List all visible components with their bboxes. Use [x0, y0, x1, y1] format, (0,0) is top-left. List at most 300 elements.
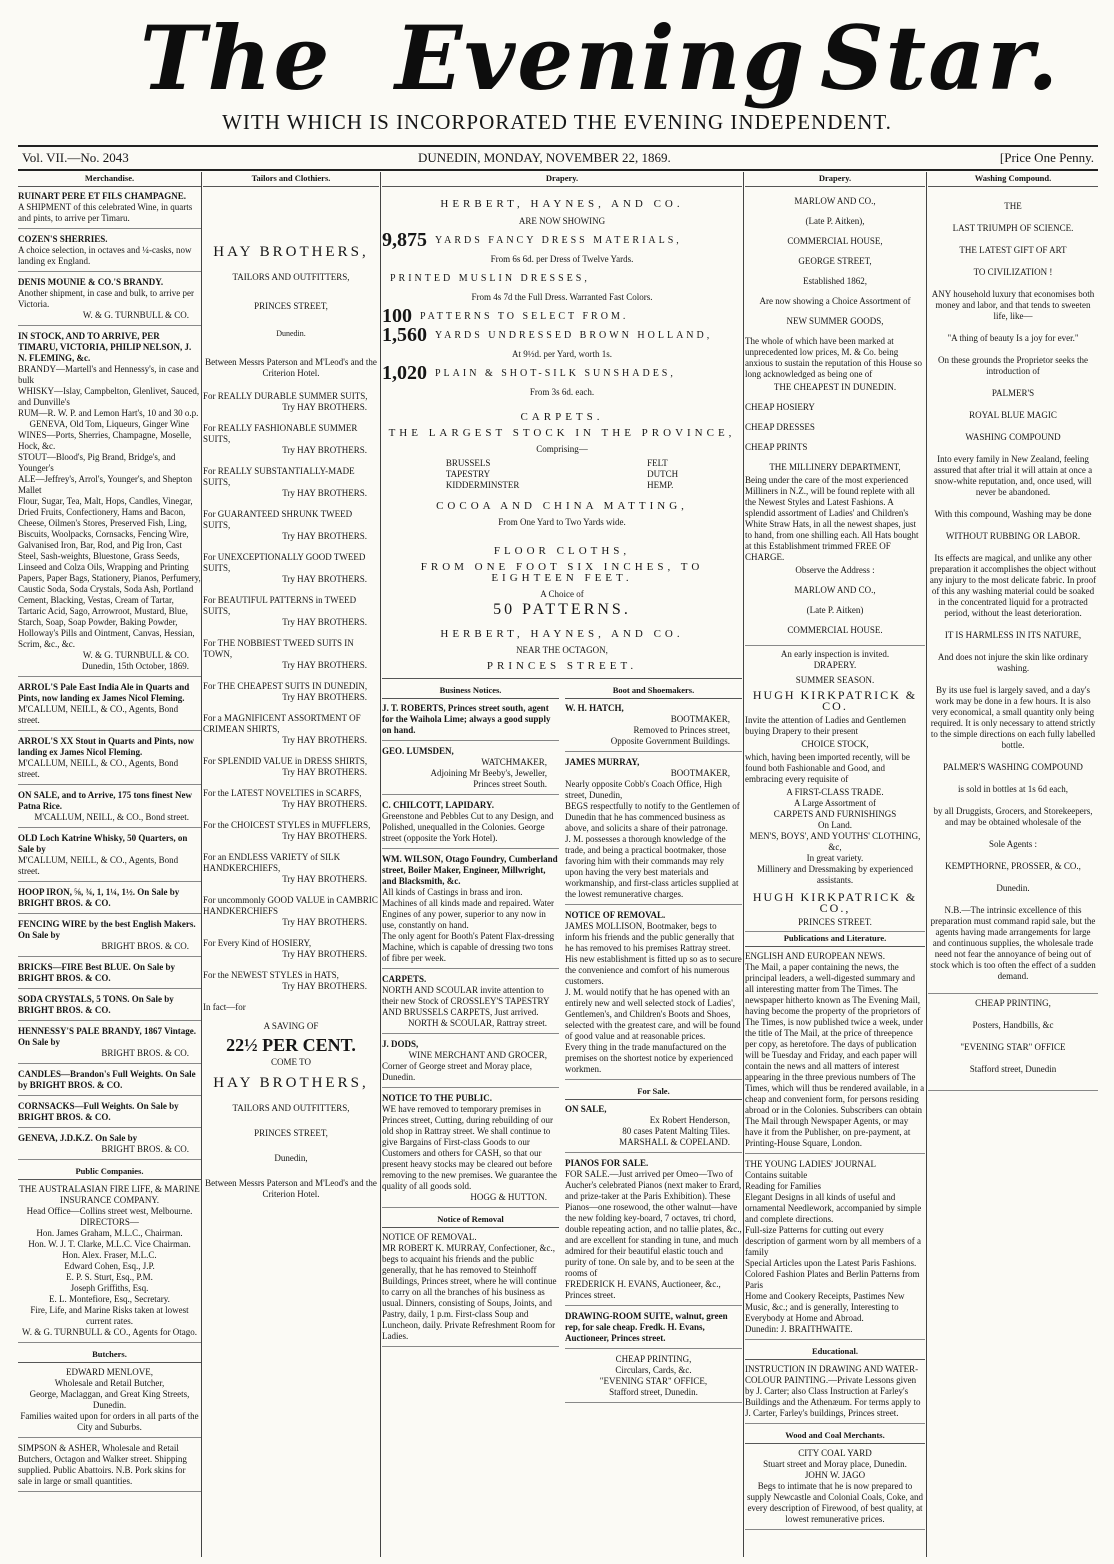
- removal-notice: [382, 1232, 559, 1347]
- merchandise-ad: [18, 790, 201, 828]
- company-line: THE AUSTRALASIAN FIRE LIFE, & MARINE INSURANCE COMPANY.: [19, 1184, 200, 1205]
- clothing-item: [203, 509, 379, 542]
- try-hay-brothers: Try HAY BROTHERS.: [282, 799, 367, 809]
- column-rule: [380, 172, 381, 1557]
- clothing-item: [203, 895, 379, 928]
- merchandise-ad-line: BRICKS—FIRE Best BLUE. On Sale by BRIGHT BROS. & CO.: [18, 962, 176, 983]
- marlow-address: [745, 585, 925, 636]
- cheap-printing-line: CHEAP PRINTING,: [975, 998, 1051, 1008]
- clothing-item-text: For a MAGNIFICENT ASSORTMENT OF CRIMEAN SHIRTS,: [203, 713, 361, 734]
- clothing-item-text: For REALLY FASHIONABLE SUMMER SUITS,: [203, 423, 358, 444]
- column-tailors: [203, 172, 379, 1557]
- clothing-item: [203, 423, 379, 456]
- drapery-line: DRAPERY.: [813, 660, 857, 670]
- butcher-line: SIMPSON & ASHER, Wholesale and Retail Butchers, Octagon and Walker street. Shipping supplied. Public Abattoirs. N.B. Pork skins for sale in large or small quantities.: [18, 1443, 187, 1486]
- tailors-line: TAILORS AND OUTFITTERS,: [232, 1103, 350, 1113]
- business-notice-line: NORTH AND SCOULAR invite attention to their new Stock of CROSSLEY'S TAPESTRY AND BRUSSELS CARPETS, Just arrived.: [382, 985, 550, 1017]
- try-hay-brothers: Try HAY BROTHERS.: [282, 660, 367, 670]
- merchandise-ad: [18, 191, 201, 229]
- business-notice: [382, 746, 559, 795]
- clothing-item-text: For the NEWEST STYLES in HATS,: [203, 970, 339, 980]
- boot-notice-line: BOOTMAKER,: [670, 714, 730, 724]
- merchandise-ad: [18, 919, 201, 957]
- cheapest-line: THE CHEAPEST IN DUNEDIN.: [773, 382, 897, 392]
- marlow-line: MARLOW AND CO.,: [794, 585, 876, 595]
- marlow-line: (Late P. Aitken): [806, 605, 864, 615]
- carpet-type: HEMP.: [647, 480, 674, 490]
- section-heading: Merchandise.: [18, 172, 201, 187]
- drawing-instruction-ad: INSTRUCTION IN DRAWING AND WATER-COLOUR PAINTING.—Private Lessons given by J. Carter; also Class Instruction at Farley's Buildings and the Athenæum. For terms apply to J. Carter, Farley's buildings, Princes street.: [745, 1364, 925, 1424]
- clothing-item: [203, 713, 379, 746]
- coal-line: JOHN W. JAGO: [804, 1470, 866, 1480]
- section-heading: Wood and Coal Merchants.: [745, 1429, 925, 1444]
- volume-number: Vol. VII.—No. 2043: [22, 150, 129, 165]
- clothing-item: [203, 788, 379, 810]
- clothing-item: [203, 595, 379, 628]
- cheap-lines: [745, 402, 925, 453]
- carpet-type: DUTCH: [647, 469, 679, 479]
- column-merchandise: [18, 172, 201, 1557]
- price: [Price One Penny.: [999, 150, 1094, 165]
- marlow-line: MARLOW AND CO.,: [794, 196, 876, 206]
- merchandise-ad-line: ARROL'S XX Stout in Quarts and Pints, now landing ex James Nicol Fleming.: [18, 736, 195, 757]
- merchandise-ad-line: ALE—Jeffrey's, Arrol's, Younger's, and Shepton Mallet: [18, 474, 193, 495]
- marlow-line: Established 1862,: [803, 276, 867, 286]
- merchandise-ad-line: ON SALE, and to Arrive, 175 tons finest New Patna Rice.: [18, 790, 193, 811]
- merchandise-ad-line: Flour, Sugar, Tea, Malt, Hops, Candles, Vinegar, Dried Fruits, Confectionery, Hams and Bacon, Cheese, Oilmen's Stores, Preserved Fish, Ling, Biscuits, Woolpacks, Cornsacks, Fencing Wire, Galvanised Iron, Bar, Rod, and Pig Iron, Cast Steel, Sash-weights, Bluestone, Grass Seeds, Linseed and Colza Oils, Wrapping and Printing Papers, Paper Bags, Stationery, Pianos, Perfumery, Caustic Soda, Soda Crystals, Soda Ash, Portland Cement, Blacking, Vestas, Cream of Tartar, Tartaric Acid, Sago, Arrowroot, Mustard, Blue, Starch, Soap, Soap Powder, Baking Powder, Holloway's Pills and Ointment, Canvas, Hessian, Scrim, &c., &c.: [18, 496, 201, 649]
- try-hay-brothers: Try HAY BROTHERS.: [282, 767, 367, 777]
- merchandise-ad-line: SODA CRYSTALS, 5 TONS. On Sale by BRIGHT BROS. & CO.: [18, 994, 174, 1015]
- patterns-line: 50 PATTERNS.: [493, 601, 631, 618]
- drapery-line-item: [382, 305, 742, 327]
- boot-notice-line: JAMES MOLLISON, Bootmaker, begs to inform his friends and the public generally that he has removed to his premises Rattray street. His new establishment is fitted up so as to secure the convenience and comfort of his numerous customers.: [565, 921, 742, 986]
- company-line: Hon. James Graham, M.L.C., Chairman.: [36, 1228, 183, 1238]
- washing-line: PALMER'S: [991, 388, 1035, 398]
- marlow-ad: [745, 196, 925, 327]
- location-line: Between Messrs Paterson and M'Leod's and the Criterion Hotel.: [205, 1178, 377, 1199]
- merchandise-ad: [18, 277, 201, 326]
- coal-line: Begs to intimate that he is now prepared to supply Newcastle and Colonial Coals, Coke, and every description of Firewood, of best quality, at lowest remunerative prices.: [747, 1481, 923, 1524]
- washing-line: IT IS HARMLESS IN ITS NATURE,: [944, 630, 1082, 640]
- drapery-lines: [382, 229, 742, 398]
- sale-notice: [565, 1104, 742, 1153]
- company-line: Head Office—Collins street west, Melbourne.: [26, 1206, 193, 1216]
- boot-notice-line: Removed to Princes street,: [633, 725, 730, 735]
- masthead: [0, 0, 1114, 145]
- merchandise-ad-line: WINES—Ports, Sherries, Champagne, Moselle, Hock, &c.: [18, 430, 192, 451]
- boot-notices: [565, 703, 742, 1080]
- butcher-line: Wholesale and Retail Butcher,: [54, 1378, 165, 1388]
- business-notice-line: Greenstone and Pebbles Cut to any Design, and Polished, unequalled in the Colonies. George street (opposite the York Hotel).: [382, 811, 554, 843]
- drapery-quantity: 100: [382, 305, 412, 327]
- business-notice-line: Princes street South.: [473, 779, 547, 789]
- clothing-item: [203, 820, 379, 842]
- sale-notice-line: 80 cases Patent Malting Tiles.: [622, 1126, 730, 1136]
- marlow-line: NEW SUMMER GOODS,: [786, 316, 884, 326]
- washing-line: With this compound, Washing may be done: [934, 509, 1092, 519]
- business-notice: [382, 1093, 559, 1208]
- company-line: DIRECTORS—: [80, 1217, 139, 1227]
- business-notice-line: Corner of George street and Moray place, Dunedin.: [382, 1061, 533, 1082]
- merchandise-ad-line: Another shipment, in case and bulk, to arrive per Victoria.: [18, 288, 194, 309]
- drapery-price: From 6s 6d. per Dress of Twelve Yards.: [490, 254, 634, 264]
- business-notice: [382, 703, 559, 741]
- business-notice-line: J. T. ROBERTS, Princes street south, agent for the Waihola Lime; always a good supply on hand.: [382, 703, 551, 735]
- column-drapery-second: [745, 172, 925, 1557]
- journal-line: Home and Cookery Receipts, Pastimes New Music, &c.; and is generally, Interesting to Everybody at Home and Abroad.: [745, 1291, 905, 1323]
- clothing-item-text: For THE NOBBIEST TWEED SUITS IN TOWN,: [203, 638, 354, 659]
- merchandise-ad: [18, 331, 201, 677]
- merchandise-ad-line: M'CALLUM, NEILL, & CO., Bond street.: [34, 812, 189, 822]
- journal-line: Full-size Patterns for cutting out every description of garment worn by all members of a family: [745, 1225, 921, 1257]
- merchandise-ad-line: RUM—R. W. P. and Lemon Hart's, 10 and 30 o.p.: [18, 408, 199, 418]
- drapery-quantity: 9,875: [382, 229, 427, 251]
- marlow-line: COMMERCIAL HOUSE,: [787, 236, 883, 246]
- cheap-printing-line: CHEAP PRINTING,: [615, 1354, 692, 1364]
- sale-notice: [565, 1158, 742, 1306]
- try-hay-brothers: Try HAY BROTHERS.: [282, 917, 367, 927]
- choice-line: A Choice of: [540, 589, 584, 599]
- near-octagon: NEAR THE OCTAGON,: [516, 645, 608, 655]
- section-heading: Boot and Shoemakers.: [565, 684, 742, 699]
- sale-notice-line: DRAWING-ROOM SUITE, walnut, green rep, for sale cheap. Fredk. H. Evans, Auctioneer, Princes street.: [565, 1311, 728, 1343]
- inspection-line: An early inspection is invited.: [745, 645, 925, 660]
- city-line: Dunedin.: [276, 329, 306, 338]
- clothing-item-text: For REALLY SUBSTANTIALLY-MADE SUITS,: [203, 466, 355, 487]
- comprising: Comprising—: [536, 444, 588, 454]
- merchandise-ad: [18, 887, 201, 914]
- try-hay-brothers: Try HAY BROTHERS.: [282, 949, 367, 959]
- section-heading: Washing Compound.: [928, 172, 1098, 187]
- washing-line: by all Druggists, Grocers, and Storekeepers, and may be obtained wholesale of the: [933, 806, 1093, 827]
- insurance-company-ad: [18, 1184, 201, 1343]
- business-notice-line: WM. WILSON, Otago Foundry, Cumberland street, Boiler Maker, Engineer, Millwright, and Blacksmith, &c.: [382, 854, 558, 886]
- washing-line: LAST TRIUMPH OF SCIENCE.: [952, 223, 1074, 233]
- company-line: Fire, Life, and Marine Risks taken at lowest current rates.: [30, 1305, 189, 1326]
- merchandise-ad: [18, 1101, 201, 1128]
- drapery-line-item: [382, 362, 742, 384]
- merchandise-ad: [18, 682, 201, 731]
- washing-line: Sole Agents :: [988, 839, 1037, 849]
- merchandise-ad-line: BRIGHT BROS. & CO.: [101, 1144, 189, 1154]
- removal-line: NOTICE OF REMOVAL.: [382, 1232, 477, 1242]
- merchandise-ad-line: FENCING WIRE by the best English Makers. On Sale by: [18, 919, 196, 940]
- boot-notice-line: J. M. possesses a thorough knowledge of the trade, and being a practical bootmaker, those favoring him with their commands may rely upon having the very best materials and workmanship, and first-class articles supplied at the lowest remunerative charges.: [565, 834, 739, 899]
- herbert-haynes-footer: HERBERT, HAYNES, AND CO.: [440, 628, 684, 640]
- carpets-furnishings: CARPETS AND FURNISHINGS: [773, 809, 897, 819]
- millinery-line: Millinery and Dressmaking by experienced assistants.: [757, 864, 913, 885]
- address-line: PRINCES STREET,: [254, 301, 328, 311]
- location-line: Between Messrs Paterson and M'Leod's and the Criterion Hotel.: [205, 357, 377, 378]
- cheap-printing-ad: [928, 993, 1098, 1091]
- try-hay-brothers: Try HAY BROTHERS.: [282, 692, 367, 702]
- merchandise-ads: [18, 191, 201, 1160]
- section-heading: Butchers.: [18, 1348, 201, 1363]
- season-line: SUMMER SEASON.: [795, 675, 875, 685]
- try-hay-brothers: Try HAY BROTHERS.: [282, 445, 367, 455]
- column-rule: [743, 172, 744, 1557]
- section-heading: Business Notices.: [382, 684, 559, 699]
- sale-notice-line: MARSHALL & COPELAND.: [619, 1137, 730, 1147]
- company-line: E. P. S. Sturt, Esq., P.M.: [66, 1272, 153, 1282]
- news-line: The Mail, a paper containing the news, the principal leaders, a well-digested summary and all interesting matter from The Times. The newspaper hitherto known as The Evening Mail, having become the property of the proprietors of The Times, is now published twice a week, under the title of The Mail, at the price of threepence per copy, as heretofore. The days of publication will be Tuesday and Friday, and each paper will contain the news and all matters of interest appearing in the three previous numbers of The Times, which will thus be rendered available, in a cheap and convenient form, for persons residing abroad or in the Colonies. Subscribers can obtain The Mail through Newspaper Agents, or may have it from the Publisher, on pre-payment, at Printing-House Square, London.: [745, 962, 925, 1148]
- try-hay-brothers: Try HAY BROTHERS.: [282, 488, 367, 498]
- merchandise-ad: [18, 736, 201, 785]
- saving-line: A SAVING OF: [263, 1021, 319, 1031]
- drapery-description: PATTERNS TO SELECT FROM.: [420, 311, 629, 322]
- business-notice: [382, 800, 559, 849]
- tailors-line: TAILORS AND OUTFITTERS,: [232, 272, 350, 282]
- company-line: Joseph Griffiths, Esq.: [70, 1283, 149, 1293]
- merchandise-ad-line: M'CALLUM, NEILL, & CO., Agents, Bond street.: [18, 758, 179, 779]
- washing-line: THE: [1004, 201, 1022, 211]
- drapery-price: At 9½d. per Yard, worth 1s.: [512, 349, 612, 359]
- choice-body: which, having been imported recently, will be found both Fashionable and Good, and embracing every requisite of: [745, 752, 910, 784]
- merchandise-ad-line: W. & G. TURNBULL & CO.: [82, 650, 189, 660]
- marlow-line: COMMERCIAL HOUSE.: [787, 625, 883, 635]
- washing-line: WITHOUT RUBBING OR LABOR.: [945, 531, 1081, 541]
- business-notice-line: WE have removed to temporary premises in Princes street, Cutting, during rebuilding of our old shop in Rattray street. We shall continue to give Bargains of First-class Goods to our Customers and others for CASH, so that our present heavy stocks may be cleared out before removing to the new premises. We guarantee the quality of all goods sold.: [382, 1104, 558, 1191]
- masthead-title-word: The: [140, 6, 332, 110]
- marlow-line: (Late P. Aitken),: [805, 216, 865, 226]
- merchandise-ad-line: HENNESSY'S PALE BRANDY, 1867 Vintage. On Sale by: [18, 1026, 197, 1047]
- company-line: W. & G. TURNBULL & CO., Agents for Otago.: [22, 1327, 197, 1337]
- merchandise-ad-line: BRIGHT BROS. & CO.: [101, 1048, 189, 1058]
- boot-notice: [565, 910, 742, 1080]
- sale-notice-line: FOR SALE.—Just arrived per Omeo—Two of Aucher's celebrated Pianos (next maker to Erard, and prize-taker at the Paris Exhibition). These Pianos—one rosewood, the other walnut—have the new folding key-board, 7 octaves, tri chord, double repeating action, and no tallie plates, &c., and are excellent for standing in tune, and much admired for their beautiful elastic touch and purity of tone. On sale by, and to be seen at the rooms of: [565, 1169, 742, 1278]
- section-heading: Educational.: [745, 1345, 925, 1360]
- journal-line: THE YOUNG LADIES' JOURNAL: [745, 1159, 877, 1169]
- dateline-bar: [18, 145, 1098, 171]
- washing-line: ANY household luxury that economises both money and labor, and that tends to sweeten life, like—: [931, 289, 1095, 321]
- clothing-line: MEN'S, BOYS', AND YOUTHS' CLOTHING, &c,: [749, 831, 921, 852]
- business-notice: [382, 854, 559, 969]
- washing-line: ROYAL BLUE MAGIC: [969, 410, 1057, 420]
- carpet-type: BRUSSELS: [445, 458, 491, 468]
- merchandise-ad: [18, 833, 201, 882]
- clothing-item: [203, 756, 379, 778]
- observe-line: Observe the Address :: [795, 565, 875, 575]
- merchandise-ad-line: ARROL'S Pale East India Ale in Quarts and Pints, now landing ex James Nicol Fleming.: [18, 682, 190, 703]
- section-heading: Publications and Literature.: [745, 932, 925, 947]
- cheap-printing-line: "EVENING STAR" OFFICE,: [599, 1376, 708, 1386]
- millinery-heading: THE MILLINERY DEPARTMENT,: [769, 462, 901, 472]
- journal-line: Reading for Families: [745, 1181, 821, 1191]
- boot-notice-line: J. M. would notify that he has opened with an entirely new and well selected stock of Ladies', Gentlemen's, and Children's Boots and Shoes, selected with the greatest care, and will be found of good value and at reasonable prices.: [565, 987, 741, 1041]
- boot-notice-line: Nearly opposite Cobb's Coach Office, High street, Dunedin,: [565, 779, 722, 800]
- first-class-trade: A FIRST-CLASS TRADE.: [786, 787, 884, 797]
- journal-line: Special Articles upon the Latest Paris Fashions.: [745, 1258, 917, 1268]
- merchandise-ad-line: GENEVA, Old Tom, Liqueurs, Ginger Wine: [29, 419, 189, 429]
- business-notice-line: NORTH & SCOULAR, Rattray street.: [408, 1018, 547, 1028]
- carpet-type: TAPESTRY: [445, 469, 491, 479]
- large-assortment: A Large Assortment of: [793, 798, 877, 808]
- washing-line: is sold in bottles at 1s 6d each,: [958, 784, 1068, 794]
- merchandise-ad: [18, 962, 201, 989]
- boot-notice-line: JAMES MURRAY,: [565, 757, 640, 767]
- boot-notice-line: BEGS respectfully to notify to the Gentlemen of Dunedin that he has commenced business as above, and solicits a share of their patronage.: [565, 801, 740, 833]
- merchandise-ad-line: DENIS MOUNIE & CO.'S BRANDY.: [18, 277, 164, 287]
- clothing-item-text: For BEAUTIFUL PATTERNS in TWEED SUITS,: [203, 595, 357, 616]
- matting-sub: From One Yard to Two Yards wide.: [498, 517, 626, 527]
- section-heading: Notice of Removal: [382, 1213, 559, 1228]
- boot-notice-line: Every thing in the trade manufactured on the premises on the shortest notice by experienced workmen.: [565, 1042, 733, 1074]
- clothing-item-text: For GUARANTEED SHRUNK TWEED SUITS,: [203, 509, 353, 530]
- try-hay-brothers: Try HAY BROTHERS.: [282, 617, 367, 627]
- merchandise-ad-line: M'CALLUM, NEILL, & CO., Agents, Bond street.: [18, 855, 179, 876]
- business-notices: [382, 703, 559, 1208]
- clothing-item-text: For the CHOICEST STYLES in MUFFLERS,: [203, 820, 371, 830]
- journal-ad: [745, 1159, 925, 1340]
- clothing-item-text: For REALLY DURABLE SUMMER SUITS,: [203, 391, 368, 401]
- clothing-item: [203, 970, 379, 992]
- choice-stock: CHOICE STOCK,: [801, 739, 869, 749]
- butcher-line: George, Maclaggan, and Great King Streets, Dunedin.: [29, 1389, 190, 1410]
- drapery-quantity: 1,020: [382, 362, 427, 384]
- journal-line: Contains suitable: [745, 1170, 808, 1180]
- business-notice-line: WATCHMAKER,: [481, 757, 547, 767]
- sale-notice-line: ON SALE,: [565, 1104, 607, 1114]
- princes-street: PRINCES STREET.: [745, 917, 925, 932]
- washing-line: N.B.—The intrinsic excellence of this preparation must command rapid sale, but the agents having made arrangements for large and continuous supplies, the wholesale trade need not fear the annoyance of being out of stock which is too often the effect of a sudden demand.: [930, 905, 1096, 981]
- drapery-description: YARDS FANCY DRESS MATERIALS,: [435, 235, 682, 246]
- business-notice-line: Adjoining Mr Beeby's, Jeweller,: [430, 768, 547, 778]
- cheap-printing-line: "EVENING STAR" OFFICE: [960, 1042, 1066, 1052]
- try-hay-brothers: Try HAY BROTHERS.: [282, 531, 367, 541]
- merchandise-ad: [18, 1133, 201, 1160]
- merchandise-ad-line: A choice selection, in octaves and ¼-casks, now landing ex England.: [18, 245, 192, 266]
- clothing-item: [203, 391, 379, 413]
- kirkpatrick-heading: HUGH KIRKPATRICK & CO.: [752, 688, 918, 713]
- news-ad: [745, 951, 925, 1154]
- business-notice-line: HOGG & HUTTON.: [470, 1192, 547, 1202]
- cheap-printing-line: Stafford street, Dunedin.: [609, 1387, 698, 1397]
- clothing-item-text: For UNEXCEPTIONALLY GOOD TWEED SUITS,: [203, 552, 366, 573]
- business-notice-line: C. CHILCOTT, LAPIDARY.: [382, 800, 494, 810]
- now-showing: ARE NOW SHOWING: [518, 216, 606, 226]
- drapery-price: From 3s 6d. each.: [529, 387, 595, 397]
- largest-stock: THE LARGEST STOCK IN THE PROVINCE,: [388, 427, 736, 439]
- clothing-list: [203, 391, 379, 992]
- boot-notice: [565, 703, 742, 752]
- sale-notice-line: FREDERICK H. EVANS, Auctioneer, &c., Princes street.: [565, 1279, 721, 1300]
- washing-line: PALMER'S WASHING COMPOUND: [943, 762, 1083, 772]
- cheap-printing-line: Circulars, Cards, &c.: [615, 1365, 692, 1375]
- merchandise-ad: [18, 234, 201, 272]
- drapery-line-item: [382, 324, 742, 346]
- marlow-line: Are now showing a Choice Assortment of: [759, 296, 911, 306]
- try-hay-brothers: Try HAY BROTHERS.: [282, 574, 367, 584]
- washing-line: And does not injure the skin like ordinary washing.: [937, 652, 1089, 673]
- butcher-ad: [18, 1367, 201, 1438]
- washing-line: Into every family in New Zealand, feeling assured that after trial it will attain at once a snow-white reputation, and, once used, will never be abandoned.: [933, 454, 1093, 497]
- try-hay-brothers: Try HAY BROTHERS.: [282, 735, 367, 745]
- merchandise-ad-line: Dunedin, 15th October, 1869.: [81, 661, 189, 671]
- washing-compound-ad: [928, 201, 1098, 982]
- millinery-body: Being under the care of the most experienced Milliners in N.Z., will be found replete with all the Newest Styles and Latest Fashions. A splendid assortment of Ladies' and Children's White Straw Hats, in all the newest shapes, just to hand, from one shilling each. All Hats bought at this Establishment trimmed FREE OF CHARGE.: [745, 475, 919, 562]
- merchandise-ad-line: M'CALLUM, NEILL, & CO., Agents, Bond street.: [18, 704, 179, 725]
- washing-line: THE LATEST GIFT OF ART: [959, 245, 1067, 255]
- section-heading: Drapery.: [382, 172, 742, 187]
- merchandise-ad-line: BRANDY—Martell's and Hennessy's, in case and bulk: [18, 364, 199, 385]
- merchandise-ad-line: RUINART PERE ET FILS CHAMPAGNE.: [18, 191, 186, 201]
- percent-line: 22½ PER CENT.: [226, 1035, 356, 1055]
- section-heading: Tailors and Clothiers.: [203, 172, 379, 187]
- lower-columns: [382, 684, 742, 1408]
- butcher-ad: [18, 1443, 201, 1492]
- merchandise-ad-line: GENEVA, J.D.K.Z. On Sale by: [18, 1133, 138, 1143]
- merchandise-ad: [18, 1026, 201, 1064]
- sale-notices: [565, 1104, 742, 1349]
- merchandise-ad-line: A SHIPMENT of this celebrated Wine, in quarts and pints, to arrive per Timaru.: [18, 202, 193, 223]
- washing-line: On these grounds the Proprietor seeks the introduction of: [938, 355, 1088, 376]
- company-line: Edward Cohen, Esq., J.P.: [64, 1261, 155, 1271]
- washing-line: By its use fuel is largely saved, and a day's work may be done in a few hours. It is also very economical, a small quantity only being required. It is only necessary to attend strictly to the simple directions on each fully labelled bottle.: [930, 685, 1096, 750]
- business-notice-line: J. DODS,: [382, 1039, 419, 1049]
- merchandise-ad-line: HOOP IRON, ⅝, ¾, 1, 1¼, 1½. On Sale by BRIGHT BROS. & CO.: [18, 887, 180, 908]
- washing-line: WASHING COMPOUND: [965, 432, 1061, 442]
- in-fact-line: In fact—for: [203, 1002, 246, 1012]
- masthead-title-word: Star.: [820, 6, 1061, 110]
- merchandise-ad-line: CANDLES—Brandon's Full Weights. On Sale by BRIGHT BROS. & CO.: [18, 1069, 196, 1090]
- boot-notice-line: Opposite Government Buildings.: [610, 736, 730, 746]
- clothing-item-text: For the LATEST NOVELTIES in SCARFS,: [203, 788, 362, 798]
- cheap-line: CHEAP PRINTS: [745, 442, 808, 452]
- masthead-subtitle: WITH WHICH IS INCORPORATED THE EVENING INDEPENDENT.: [222, 110, 892, 134]
- cheap-printing-line: Stafford street, Dunedin: [969, 1064, 1057, 1074]
- washing-line: Dunedin.: [996, 883, 1030, 893]
- on-land: On Land.: [818, 820, 852, 830]
- clothing-item: [203, 466, 379, 499]
- section-heading: For Sale.: [565, 1085, 742, 1100]
- publication-date: DUNEDIN, MONDAY, NOVEMBER 22, 1869.: [418, 150, 671, 165]
- boot-column: [565, 684, 742, 1408]
- journal-line: Dunedin: J. BRAITHWAITE.: [745, 1324, 853, 1334]
- coal-yard-ad: [745, 1448, 925, 1530]
- drapery-line-item: [382, 273, 742, 284]
- clothing-item-text: For SPLENDID VALUE in DRESS SHIRTS,: [203, 756, 368, 766]
- coal-line: CITY COAL YARD: [798, 1448, 872, 1458]
- come-to-line: COME TO: [271, 1057, 311, 1067]
- cheap-printing-line: Posters, Handbills, &c: [972, 1020, 1054, 1030]
- coal-line: Stuart street and Moray place, Dunedin.: [763, 1459, 907, 1469]
- address-line: PRINCES STREET,: [254, 1128, 328, 1138]
- clothing-item: [203, 552, 379, 585]
- merchandise-ad-line: STOUT—Blood's, Pig Brand, Bridge's, and Younger's: [18, 452, 176, 473]
- washing-line: KEMPTHORNE, PROSSER, & CO.,: [945, 861, 1081, 871]
- clothing-item-text: For an ENDLESS VARIETY of SILK HANDKERCHIEFS,: [203, 852, 341, 873]
- business-notice-line: The only agent for Booth's Patent Flax-dressing Machine, which is capable of dressing two tons of fibre per week.: [382, 931, 555, 963]
- city-line: Dunedin,: [274, 1153, 308, 1163]
- hay-brothers-footer: HAY BROTHERS,: [213, 1075, 369, 1091]
- company-line: Hon. W. J. T. Clarke, M.L.C. Vice Chairman.: [28, 1239, 191, 1249]
- column-rule: [926, 172, 927, 1557]
- princes-street: PRINCES STREET.: [382, 661, 742, 679]
- butcher-line: Families waited upon for orders in all parts of the City and Suburbs.: [20, 1411, 199, 1432]
- merchandise-ad-line: W. & G. TURNBULL & CO.: [82, 310, 189, 320]
- try-hay-brothers: Try HAY BROTHERS.: [282, 981, 367, 991]
- business-notice: [382, 974, 559, 1034]
- carpet-type-group: [446, 458, 520, 491]
- merchandise-ad-line: OLD Loch Katrine Whisky, 50 Quarters, on Sale by: [18, 833, 188, 854]
- sale-notice-line: PIANOS FOR SALE.: [565, 1158, 649, 1168]
- boot-notice-line: NOTICE OF REMOVAL.: [565, 910, 666, 920]
- business-notice-line: CARPETS.: [382, 974, 427, 984]
- carpet-type: KIDDERMINSTER: [445, 480, 520, 490]
- boot-notice: [565, 757, 742, 905]
- column-rule: [201, 172, 202, 1557]
- clothing-item: [203, 938, 379, 960]
